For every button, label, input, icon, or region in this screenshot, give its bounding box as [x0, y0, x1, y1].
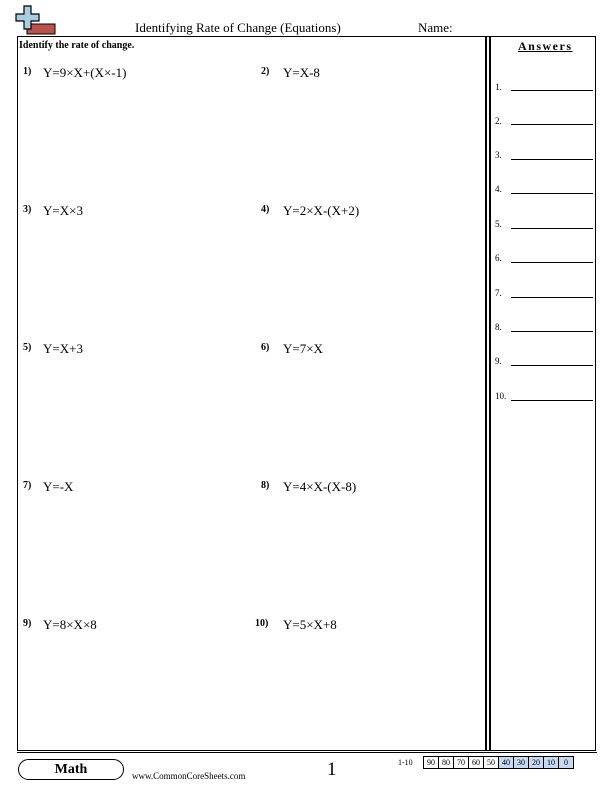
score-cell: 50 — [484, 757, 499, 769]
footer-rule — [17, 752, 597, 753]
score-cell: 70 — [454, 757, 469, 769]
problem-equation: Y=2×X-(X+2) — [283, 203, 360, 218]
score-cell: 0 — [559, 757, 574, 769]
problem-equation: Y=X×3 — [43, 203, 83, 218]
score-cell: 40 — [499, 757, 514, 769]
website-link[interactable]: www.CommonCoreSheets.com — [132, 771, 246, 781]
math-badge: Math — [18, 759, 124, 780]
answer-number: 1. — [495, 82, 502, 92]
page-number: 1 — [327, 759, 337, 780]
score-cell: 90 — [424, 757, 439, 769]
worksheet-title: Identifying Rate of Change (Equations) — [135, 20, 341, 35]
answer-number: 9. — [495, 356, 502, 366]
answer-number: 4. — [495, 184, 502, 194]
problem-number: 5) — [23, 342, 32, 353]
score-cell: 60 — [469, 757, 484, 769]
problem-number: 1) — [23, 66, 32, 77]
problem-number: 10) — [255, 618, 269, 629]
score-cell: 80 — [439, 757, 454, 769]
answer-blank[interactable] — [511, 262, 593, 263]
problem-number: 7) — [23, 480, 32, 491]
answer-blank[interactable] — [511, 193, 593, 194]
problem-equation: Y=9×X+(X×-1) — [43, 65, 127, 80]
math-logo-icon — [15, 4, 57, 36]
problem-number: 8) — [261, 480, 270, 491]
problem-equation: Y=X+3 — [43, 341, 83, 356]
answer-blank[interactable] — [511, 228, 593, 229]
score-cell: 30 — [514, 757, 529, 769]
problem-number: 4) — [261, 204, 270, 215]
instructions: Identify the rate of change. — [19, 40, 135, 51]
answer-column-divider — [485, 36, 491, 751]
problem-equation: Y=4×X-(X-8) — [283, 479, 357, 494]
problem-number: 2) — [261, 66, 270, 77]
answer-blank[interactable] — [511, 331, 593, 332]
answer-number: 10. — [495, 391, 507, 401]
score-range-label: 1-10 — [398, 758, 413, 767]
name-label: Name: — [418, 20, 453, 35]
problem-equation: Y=8×X×8 — [43, 617, 97, 632]
answer-number: 8. — [495, 322, 502, 332]
problem-equation: Y=-X — [43, 479, 74, 494]
problem-number: 9) — [23, 618, 32, 629]
answer-blank[interactable] — [511, 124, 593, 125]
answer-number: 3. — [495, 150, 502, 160]
problem-equation: Y=5×X+8 — [283, 617, 337, 632]
answer-number: 5. — [495, 219, 502, 229]
answer-number: 7. — [495, 288, 502, 298]
answer-blank[interactable] — [511, 365, 593, 366]
problem-equation: Y=7×X — [283, 341, 323, 356]
answer-number: 2. — [495, 116, 502, 126]
problem-number: 6) — [261, 342, 270, 353]
answer-blank[interactable] — [511, 90, 593, 91]
problem-equation: Y=X-8 — [283, 65, 320, 80]
answer-blank[interactable] — [511, 297, 593, 298]
answer-blank[interactable] — [511, 159, 593, 160]
answer-number: 6. — [495, 253, 502, 263]
score-cell: 10 — [544, 757, 559, 769]
score-table — [423, 756, 574, 769]
score-cell: 20 — [529, 757, 544, 769]
worksheet-frame — [17, 36, 596, 751]
problem-number: 3) — [23, 204, 32, 215]
answer-blank[interactable] — [511, 400, 593, 401]
answers-heading: Answers — [518, 39, 573, 53]
